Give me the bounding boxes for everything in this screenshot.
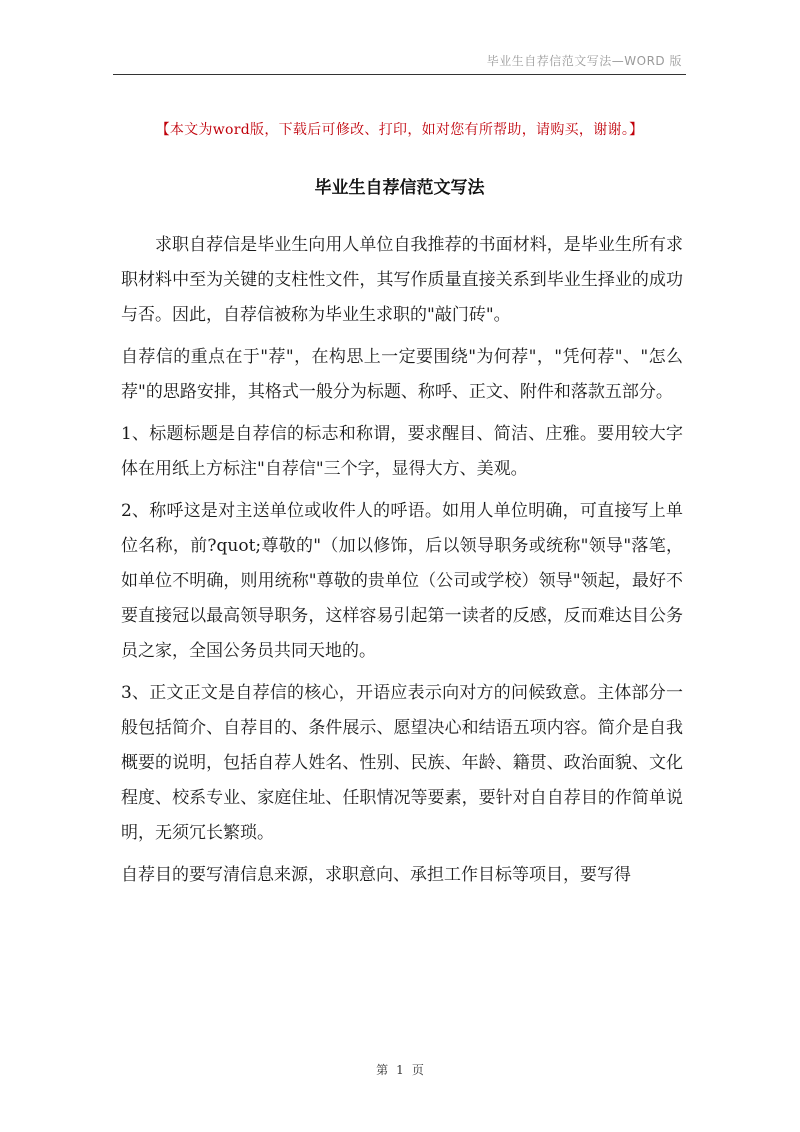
page-prefix: 第 xyxy=(376,1063,389,1077)
paragraph-section-3: 3、正文正文是自荐信的核心，开语应表示向对方的问候致意。主体部分一般包括简介、自荐目的、条件展示、愿望决心和结语五项内容。简介是自我概要的说明，包括自荐人姓名、性别、民族、年龄、籍贯、政治面貌、文化程度、校系专业、家庭住址、任职情况等要素，要针对自自荐目的作简单说明，无须冗长繁琐。 xyxy=(121,683,683,843)
purchase-notice: 【本文为word版，下载后可修改、打印，如对您有所帮助，请购买，谢谢。】 xyxy=(155,122,644,138)
paragraph-section-2: 2、称呼这是对主送单位或收件人的呼语。如用人单位明确，可直接写上单位名称，前?quot;尊敬的"（加以修饰，后以领导职务或统称"领导"落笔，如单位不明确，则用统称"尊敬的贵单位（公司或学校）领导"领起，最好不要直接冠以最高领导职务，这样容易引起第一读者的反感，反而难达目公务员之家，全国公务员共同天地的。 xyxy=(121,501,683,661)
paragraph-focus: 自荐信的重点在于"荐"，在构思上一定要围绕"为何荐"，"凭何荐"、"怎么荐"的思路安排，其格式一般分为标题、称呼、正文、附件和落款五部分。 xyxy=(121,347,683,402)
paragraph-section-1: 1、标题标题是自荐信的标志和称谓，要求醒目、简洁、庄雅。要用较大字体在用纸上方标注"自荐信"三个字，显得大方、美观。 xyxy=(121,424,683,479)
page-footer xyxy=(0,1061,800,1078)
page-suffix: 页 xyxy=(411,1063,424,1077)
document-body xyxy=(121,228,683,900)
header-divider xyxy=(113,74,686,75)
paragraph-intro: 求职自荐信是毕业生向用人单位自我推荐的书面材料，是毕业生所有求职材料中至为关键的支柱性文件，其写作质量直接关系到毕业生择业的成功与否。因此，自荐信被称为毕业生求职的"敲门砖"。 xyxy=(121,235,683,325)
document-title: 毕业生自荐信范文写法 xyxy=(314,178,485,198)
paragraph-purpose: 自荐目的要写清信息来源，求职意向、承担工作目标等项目，要写得 xyxy=(121,865,631,885)
running-header: 毕业生自荐信范文写法—WORD 版 xyxy=(486,54,682,68)
page-number: 1 xyxy=(396,1063,404,1077)
